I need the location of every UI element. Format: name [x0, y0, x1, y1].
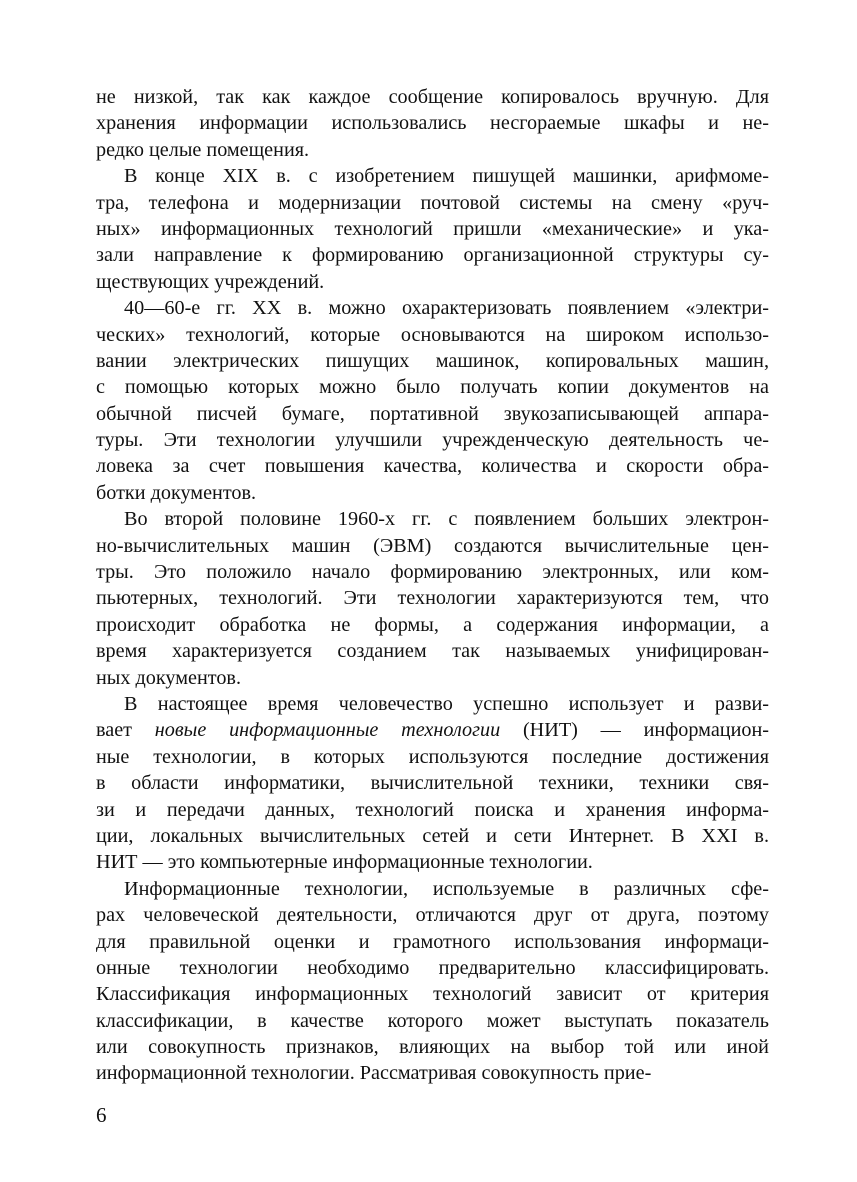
text-line: В настоящее время человечество успешно использует и разви-: [124, 692, 769, 715]
text-line: [96, 717, 769, 743]
text-line: редко целые помещения.: [96, 138, 310, 161]
text-line: ботки документов.: [96, 481, 257, 504]
paragraph: [96, 691, 769, 876]
text-line: рах человеческой деятельности, отличаются друг от друга, поэтому: [96, 904, 769, 927]
text-line: НИТ — это компьютерные информационные технологии.: [96, 851, 593, 874]
paragraph: [96, 295, 769, 506]
text-line: онные технологии необходимо предварительно классифицировать.: [96, 956, 769, 979]
text-line: происходит обработка не формы, а содержания информации, а: [96, 613, 769, 636]
text-line: В конце XIX в. с изобретением пишущей машинки, арифмоме-: [124, 165, 769, 188]
text-line: ных документов.: [96, 666, 241, 689]
text-line: обычной писчей бумаге, портативной звукозаписывающей аппара-: [96, 402, 769, 425]
text-line: ции, локальных вычислительных сетей и сети Интернет. В XXI в.: [96, 824, 769, 847]
text-line: ловека за счет повышения качества, количества и скорости обра-: [96, 455, 769, 478]
page-body: [96, 84, 769, 1087]
text-line: Во второй половине 1960-х гг. с появлением больших электрон-: [124, 508, 769, 531]
text-line: в области информатики, вычислительной техники, техники свя-: [96, 772, 769, 795]
text-line: 40—60-е гг. XX в. можно охарактеризовать появлением «электри-: [124, 297, 769, 320]
text-line: пьютерных, технологий. Эти технологии характеризуются тем, что: [96, 587, 769, 610]
text-line: ные технологии, в которых используются последние достижения: [96, 745, 769, 768]
text-fragment: (НИТ) — информацион-: [500, 719, 770, 742]
text-line: ческих» технологий, которые основываются на широком использо-: [96, 323, 769, 346]
paragraph: [96, 84, 769, 163]
text-line: туры. Эти технологии улучшили учрежденческую деятельность че-: [96, 429, 769, 452]
paragraph: [96, 876, 769, 1087]
text-line: Классификация информационных технологий зависит от критерия: [96, 983, 769, 1006]
text-line: Информационные технологии, используемые в различных сфе-: [124, 877, 769, 900]
text-line: вании электрических пишущих машинок, копировальных машин,: [96, 349, 769, 372]
text-line: ществующих учреждений.: [96, 270, 325, 293]
text-line: тра, телефона и модернизации почтовой системы на смену «руч-: [96, 191, 769, 214]
text-line: для правильной оценки и грамотного использования информаци-: [96, 930, 769, 953]
text-line: ных» информационных технологий пришли «механические» и ука-: [96, 217, 769, 240]
text-line: время характеризуется созданием так называемых унифицирован-: [96, 640, 769, 663]
text-line: информационной технологии. Рассматривая совокупность прие-: [96, 1062, 652, 1085]
text-line: не низкой, так как каждое сообщение копировалось вручную. Для: [96, 86, 769, 108]
text-line: но-вычислительных машин (ЭВМ) создаются вычислительные цен-: [96, 534, 769, 557]
text-line: хранения информации использовались несгораемые шкафы и не-: [96, 112, 769, 135]
paragraph: [96, 163, 769, 295]
paragraph: [96, 506, 769, 691]
text-line: зали направление к формированию организационной структуры су-: [96, 244, 769, 267]
text-line: зи и передачи данных, технологий поиска и хранения информа-: [96, 798, 769, 821]
text-line: или совокупность признаков, влияющих на выбор той или иной: [96, 1036, 769, 1059]
text-line: с помощью которых можно было получать копии документов на: [96, 376, 769, 399]
text-line: классификации, в качестве которого может выступать показатель: [96, 1009, 769, 1032]
text-line: тры. Это положило начало формированию электронных, или ком-: [96, 561, 769, 584]
italic-term: новые информационные технологии: [154, 719, 501, 742]
page-number: 6: [96, 1103, 107, 1127]
text-fragment: вает: [96, 719, 155, 742]
